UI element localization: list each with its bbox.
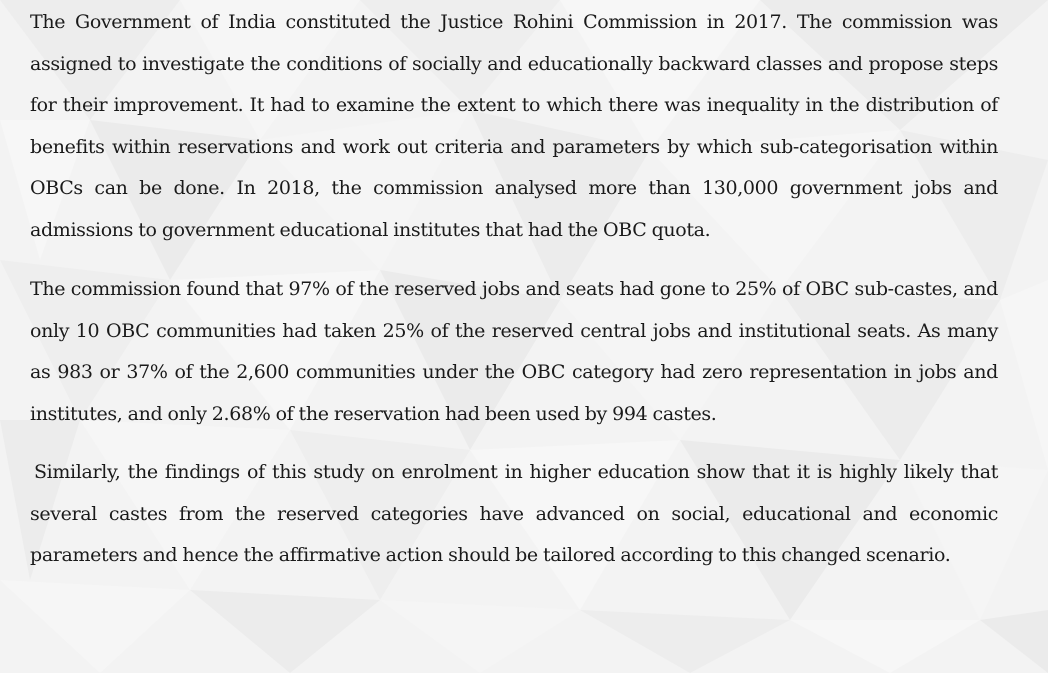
paragraph-1-text: The commission was assigned to investigate the conditions of socially and educationally backward classes and propose steps for their improvement. It had to examine the extent to which there was inequality in the distribution of benefits within reservations and work out criteria and parameters by which sub-categorisation within OBCs can be done. In 2018, the commission analysed more than 130,000 government jobs and admissions to government educational institutes that had the OBC quota.: [30, 11, 998, 241]
paragraph-1-lead: The Government of India constituted the Justice Rohini Commission in 2017.: [30, 11, 787, 33]
paragraph-3: Similarly, the findings of this study on enrolment in higher education show that it is highly likely that several castes from the reserved categories have advanced on social, educational and economic parameters and hence the affirmative action should be tailored according to this changed scenario.: [30, 461, 998, 566]
paragraph-1: [30, 0, 998, 251]
paragraph-2: The commission found that 97% of the reserved jobs and seats had gone to 25% of OBC sub-castes, and only 10 OBC communities had taken 25% of the reserved central jobs and institutional seats. As many as 983 or 37% of the 2,600 communities under the OBC category had zero representation in jobs and institutes, and only 2.68% of the reservation had been used by 994 castes.: [30, 278, 998, 425]
